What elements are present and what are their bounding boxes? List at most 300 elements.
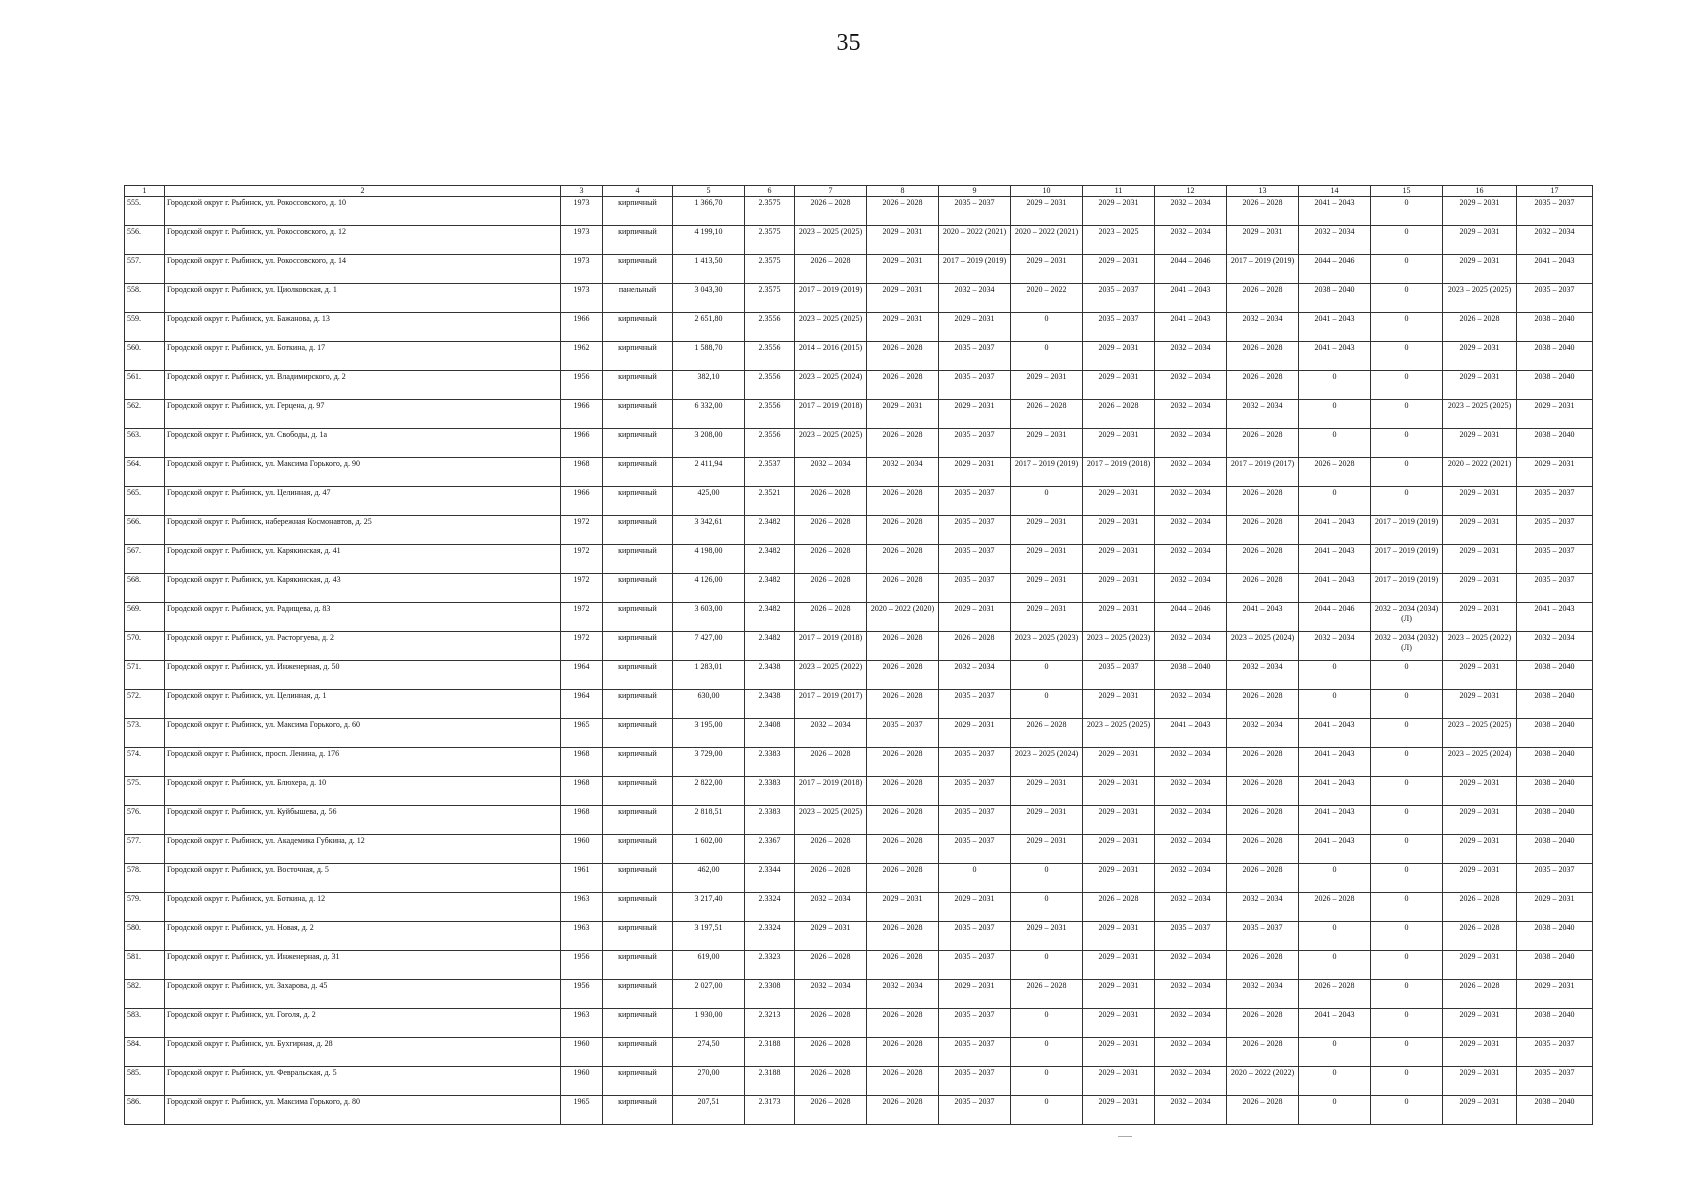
table-cell: 2032 – 2034 — [795, 893, 867, 922]
table-cell: 2032 – 2034 — [1155, 1038, 1227, 1067]
table-cell: 2026 – 2028 — [867, 1096, 939, 1125]
table-cell: 7 427,00 — [673, 632, 745, 661]
table-cell: 0 — [1299, 400, 1371, 429]
table-cell: 2041 – 2043 — [1299, 313, 1371, 342]
table-cell: 2035 – 2037 — [939, 922, 1011, 951]
table-cell: 0 — [1371, 1096, 1443, 1125]
table-cell: 2.3482 — [745, 574, 795, 603]
row-number-cell: 575. — [125, 777, 165, 806]
table-cell: 2017 – 2019 (2019) — [939, 255, 1011, 284]
table-cell: 2.3482 — [745, 632, 795, 661]
table-cell: 2029 – 2031 — [1443, 951, 1517, 980]
table-cell: 2041 – 2043 — [1299, 574, 1371, 603]
table-cell: 3 043,30 — [673, 284, 745, 313]
row-number-cell: 577. — [125, 835, 165, 864]
table-cell: 2026 – 2028 — [795, 545, 867, 574]
table-cell: 2035 – 2037 — [1517, 197, 1593, 226]
table-cell: 0 — [1371, 313, 1443, 342]
table-cell: 0 — [1371, 661, 1443, 690]
table-row — [125, 632, 1593, 661]
address-cell: Городской округ г. Рыбинск, ул. Максима Горького, д. 80 — [165, 1096, 561, 1125]
row-number-cell: 580. — [125, 922, 165, 951]
table-cell: 2035 – 2037 — [939, 777, 1011, 806]
table-cell: 2029 – 2031 — [1443, 487, 1517, 516]
table-cell: 2029 – 2031 — [1083, 690, 1155, 719]
table-cell: 2032 – 2034 — [867, 458, 939, 487]
table-cell: 0 — [1371, 806, 1443, 835]
table-cell: кирпичный — [603, 342, 673, 371]
table-cell: 2029 – 2031 — [1011, 197, 1083, 226]
column-header: 7 — [795, 186, 867, 197]
table-cell: 2035 – 2037 — [867, 719, 939, 748]
table-cell: 2026 – 2028 — [867, 342, 939, 371]
table-row — [125, 719, 1593, 748]
table-cell: 2026 – 2028 — [795, 487, 867, 516]
table-cell: 2029 – 2031 — [1443, 806, 1517, 835]
table-cell: 1960 — [561, 1067, 603, 1096]
table-cell: 2026 – 2028 — [867, 545, 939, 574]
table-cell: панельный — [603, 284, 673, 313]
table-cell: 2035 – 2037 — [939, 690, 1011, 719]
row-number-cell: 583. — [125, 1009, 165, 1038]
table-cell: 2026 – 2028 — [1227, 284, 1299, 313]
table-cell: 2026 – 2028 — [939, 632, 1011, 661]
table-cell: 2026 – 2028 — [1299, 980, 1371, 1009]
table-cell: 2032 – 2034 — [1155, 342, 1227, 371]
table-cell: 0 — [1371, 1009, 1443, 1038]
table-cell: 2035 – 2037 — [1083, 284, 1155, 313]
table-cell: кирпичный — [603, 777, 673, 806]
table-cell: 2020 – 2022 (2020) — [867, 603, 939, 632]
table-cell: 2023 – 2025 (2025) — [1443, 400, 1517, 429]
table-cell: 2026 – 2028 — [1443, 922, 1517, 951]
table-cell: 2041 – 2043 — [1517, 603, 1593, 632]
table-cell: 2017 – 2019 (2019) — [1227, 255, 1299, 284]
column-header: 16 — [1443, 186, 1517, 197]
column-header: 13 — [1227, 186, 1299, 197]
table-cell: 2035 – 2037 — [1517, 284, 1593, 313]
table-row — [125, 748, 1593, 777]
table-cell: 2029 – 2031 — [1083, 1067, 1155, 1096]
table-cell: 2035 – 2037 — [939, 806, 1011, 835]
column-header: 17 — [1517, 186, 1593, 197]
table-cell: 2032 – 2034 — [1227, 400, 1299, 429]
table-cell: 2020 – 2022 — [1011, 284, 1083, 313]
table-row — [125, 371, 1593, 400]
table-cell: 2041 – 2043 — [1299, 748, 1371, 777]
table-cell: кирпичный — [603, 748, 673, 777]
table-cell: 2041 – 2043 — [1299, 545, 1371, 574]
table-cell: 2017 – 2019 (2017) — [795, 690, 867, 719]
address-cell: Городской округ г. Рыбинск, ул. Куйбышева, д. 56 — [165, 806, 561, 835]
table-cell: 0 — [1011, 864, 1083, 893]
table-cell: 2.3438 — [745, 661, 795, 690]
table-cell: 2.3482 — [745, 516, 795, 545]
table-cell: 2029 – 2031 — [1083, 197, 1155, 226]
table-cell: 2023 – 2025 (2024) — [1227, 632, 1299, 661]
address-cell: Городской округ г. Рыбинск, набережная Космонавтов, д. 25 — [165, 516, 561, 545]
table-cell: 2029 – 2031 — [1011, 806, 1083, 835]
table-cell: 2038 – 2040 — [1517, 835, 1593, 864]
table-cell: 2035 – 2037 — [939, 1038, 1011, 1067]
table-cell: 1972 — [561, 603, 603, 632]
table-cell: 2026 – 2028 — [795, 603, 867, 632]
table-cell: 1960 — [561, 835, 603, 864]
table-row — [125, 545, 1593, 574]
table-cell: 2 027,00 — [673, 980, 745, 1009]
row-number-cell: 571. — [125, 661, 165, 690]
table-cell: 1 413,50 — [673, 255, 745, 284]
table-cell: 2035 – 2037 — [1517, 574, 1593, 603]
table-cell: 2029 – 2031 — [1083, 255, 1155, 284]
table-cell: 0 — [1299, 690, 1371, 719]
table-row — [125, 893, 1593, 922]
table-cell: 2035 – 2037 — [939, 516, 1011, 545]
table-cell: 619,00 — [673, 951, 745, 980]
address-cell: Городской округ г. Рыбинск, ул. Свободы, д. 1а — [165, 429, 561, 458]
table-row — [125, 342, 1593, 371]
table-cell: 2032 – 2034 — [1227, 893, 1299, 922]
table-cell: 3 195,00 — [673, 719, 745, 748]
table-cell: 2 818,51 — [673, 806, 745, 835]
table-cell: 2032 – 2034 — [1155, 371, 1227, 400]
table-cell: 2026 – 2028 — [1227, 371, 1299, 400]
table-cell: 2029 – 2031 — [939, 980, 1011, 1009]
table-cell: 2044 – 2046 — [1155, 255, 1227, 284]
table-cell: 2026 – 2028 — [867, 748, 939, 777]
table-cell: 0 — [1371, 400, 1443, 429]
address-cell: Городской округ г. Рыбинск, ул. Гоголя, д. 2 — [165, 1009, 561, 1038]
table-cell: 0 — [1371, 951, 1443, 980]
table-cell: 2041 – 2043 — [1299, 719, 1371, 748]
table-cell: 2029 – 2031 — [939, 313, 1011, 342]
table-cell: 2017 – 2019 (2018) — [795, 632, 867, 661]
table-cell: 0 — [1011, 893, 1083, 922]
address-cell: Городской округ г. Рыбинск, ул. Радищева, д. 83 — [165, 603, 561, 632]
table-cell: 1963 — [561, 1009, 603, 1038]
table-cell: 2.3575 — [745, 226, 795, 255]
table-row — [125, 516, 1593, 545]
table-cell: 2.3537 — [745, 458, 795, 487]
table-cell: 2029 – 2031 — [867, 400, 939, 429]
row-number-cell: 572. — [125, 690, 165, 719]
table-cell: 2029 – 2031 — [1443, 690, 1517, 719]
table-cell: 1962 — [561, 342, 603, 371]
table-cell: кирпичный — [603, 487, 673, 516]
table-cell: 2032 – 2034 — [1227, 313, 1299, 342]
table-cell: кирпичный — [603, 574, 673, 603]
table-cell: 2032 – 2034 — [867, 980, 939, 1009]
table-cell: 2035 – 2037 — [939, 748, 1011, 777]
row-number-cell: 579. — [125, 893, 165, 922]
table-cell: 2023 – 2025 (2022) — [795, 661, 867, 690]
row-number-cell: 584. — [125, 1038, 165, 1067]
table-cell: 2035 – 2037 — [1517, 545, 1593, 574]
table-cell: 2029 – 2031 — [1083, 980, 1155, 1009]
table-cell: 2.3383 — [745, 748, 795, 777]
table-cell: 2029 – 2031 — [1083, 748, 1155, 777]
table-cell: 2026 – 2028 — [1443, 893, 1517, 922]
table-cell: 2026 – 2028 — [1011, 719, 1083, 748]
table-cell: 2029 – 2031 — [1083, 574, 1155, 603]
table-cell: 2029 – 2031 — [1083, 864, 1155, 893]
row-number-cell: 586. — [125, 1096, 165, 1125]
table-row — [125, 1067, 1593, 1096]
table-cell: 2026 – 2028 — [1443, 313, 1517, 342]
table-body — [125, 197, 1593, 1125]
table-cell: 3 729,00 — [673, 748, 745, 777]
table-cell: 2026 – 2028 — [1227, 951, 1299, 980]
address-cell: Городской округ г. Рыбинск, ул. Боткина, д. 12 — [165, 893, 561, 922]
table-row — [125, 284, 1593, 313]
table-cell: 2032 – 2034 — [1155, 980, 1227, 1009]
row-number-cell: 574. — [125, 748, 165, 777]
table-cell: 0 — [1299, 1038, 1371, 1067]
table-cell: 2026 – 2028 — [1227, 197, 1299, 226]
table-cell: 2023 – 2025 (2024) — [1443, 748, 1517, 777]
address-cell: Городской округ г. Рыбинск, ул. Герцена, д. 97 — [165, 400, 561, 429]
table-cell: 2.3556 — [745, 400, 795, 429]
row-number-cell: 564. — [125, 458, 165, 487]
table-cell: 2032 – 2034 — [795, 980, 867, 1009]
table-row — [125, 835, 1593, 864]
table-cell: кирпичный — [603, 226, 673, 255]
table-cell: 2029 – 2031 — [939, 400, 1011, 429]
table-cell: 2023 – 2025 (2023) — [1011, 632, 1083, 661]
table-row — [125, 980, 1593, 1009]
table-row — [125, 458, 1593, 487]
table-cell: 2026 – 2028 — [867, 1009, 939, 1038]
table-cell: 2.3556 — [745, 371, 795, 400]
table-cell: 0 — [1371, 458, 1443, 487]
table-cell: 2026 – 2028 — [1227, 864, 1299, 893]
table-cell: 382,10 — [673, 371, 745, 400]
table-cell: 1972 — [561, 545, 603, 574]
table-cell: 2029 – 2031 — [1443, 574, 1517, 603]
table-cell: 2038 – 2040 — [1517, 719, 1593, 748]
table-row — [125, 922, 1593, 951]
table-cell: 2.3438 — [745, 690, 795, 719]
table-cell: кирпичный — [603, 429, 673, 458]
table-cell: 2041 – 2043 — [1155, 719, 1227, 748]
table-cell: 2029 – 2031 — [1517, 458, 1593, 487]
table-cell: 0 — [1371, 1038, 1443, 1067]
table-cell: 0 — [1371, 197, 1443, 226]
table-cell: 2023 – 2025 (2025) — [1443, 284, 1517, 313]
table-cell: 2029 – 2031 — [1083, 342, 1155, 371]
table-cell: кирпичный — [603, 313, 673, 342]
table-cell: 0 — [1371, 371, 1443, 400]
table-cell: 2026 – 2028 — [795, 951, 867, 980]
table-cell: 2026 – 2028 — [1443, 980, 1517, 1009]
table-cell: 2032 – 2034 — [1155, 690, 1227, 719]
table-cell: кирпичный — [603, 545, 673, 574]
table-cell: 2023 – 2025 (2024) — [795, 371, 867, 400]
table-cell: 2026 – 2028 — [867, 487, 939, 516]
column-header: 10 — [1011, 186, 1083, 197]
table-cell: 2038 – 2040 — [1517, 1096, 1593, 1125]
table-cell: 2035 – 2037 — [939, 545, 1011, 574]
table-cell: 2029 – 2031 — [1443, 1009, 1517, 1038]
table-cell: кирпичный — [603, 632, 673, 661]
column-header: 6 — [745, 186, 795, 197]
table-cell: 2041 – 2043 — [1155, 284, 1227, 313]
table-cell: 2032 – 2034 — [1155, 545, 1227, 574]
table-cell: 2029 – 2031 — [1083, 545, 1155, 574]
row-number-cell: 566. — [125, 516, 165, 545]
table-cell: 2.3383 — [745, 806, 795, 835]
table-cell: 2041 – 2043 — [1299, 516, 1371, 545]
table-cell: 425,00 — [673, 487, 745, 516]
table-cell: 0 — [1371, 748, 1443, 777]
table-cell: 4 199,10 — [673, 226, 745, 255]
table-cell: 2026 – 2028 — [1227, 1096, 1299, 1125]
table-cell: 2029 – 2031 — [1443, 342, 1517, 371]
table-cell: кирпичный — [603, 1009, 673, 1038]
table-cell: 2026 – 2028 — [795, 1096, 867, 1125]
table-cell: 2032 – 2034 — [1155, 574, 1227, 603]
table-cell: 3 197,51 — [673, 922, 745, 951]
table-cell: 0 — [1011, 690, 1083, 719]
row-number-cell: 565. — [125, 487, 165, 516]
address-cell: Городской округ г. Рыбинск, ул. Инженерная, д. 50 — [165, 661, 561, 690]
table-cell: 2023 – 2025 (2025) — [1083, 719, 1155, 748]
table-cell: 2026 – 2028 — [867, 806, 939, 835]
table-cell: 2026 – 2028 — [795, 1067, 867, 1096]
table-row — [125, 951, 1593, 980]
table-cell: 2020 – 2022 (2022) — [1227, 1067, 1299, 1096]
table-cell: 1968 — [561, 748, 603, 777]
table-cell: 2026 – 2028 — [795, 864, 867, 893]
table-cell: 2029 – 2031 — [1083, 806, 1155, 835]
table-cell: 2035 – 2037 — [1083, 313, 1155, 342]
table-cell: 2029 – 2031 — [1517, 980, 1593, 1009]
address-cell: Городской округ г. Рыбинск, ул. Захарова, д. 45 — [165, 980, 561, 1009]
table-cell: 2026 – 2028 — [1227, 487, 1299, 516]
table-cell: 1968 — [561, 458, 603, 487]
table-cell: 2029 – 2031 — [1443, 545, 1517, 574]
table-cell: 2029 – 2031 — [1011, 255, 1083, 284]
table-cell: 2.3575 — [745, 197, 795, 226]
table-cell: кирпичный — [603, 400, 673, 429]
table-cell: 2032 – 2034 — [939, 661, 1011, 690]
table-cell: 2029 – 2031 — [1517, 893, 1593, 922]
table-cell: 2.3213 — [745, 1009, 795, 1038]
table-cell: 2026 – 2028 — [1227, 574, 1299, 603]
table-cell: 2032 – 2034 — [795, 719, 867, 748]
table-cell: 2029 – 2031 — [1083, 1038, 1155, 1067]
table-cell: 2.3556 — [745, 429, 795, 458]
table-cell: 0 — [1371, 777, 1443, 806]
table-cell: 1968 — [561, 806, 603, 835]
table-cell: 2029 – 2031 — [1443, 226, 1517, 255]
table-cell: 2.3521 — [745, 487, 795, 516]
table-cell: 2032 – 2034 — [1299, 632, 1371, 661]
table-cell: 2032 – 2034 — [1517, 226, 1593, 255]
table-cell: 207,51 — [673, 1096, 745, 1125]
table-cell: 2032 – 2034 — [1155, 777, 1227, 806]
table-cell: 1966 — [561, 487, 603, 516]
table-cell: 2029 – 2031 — [1011, 777, 1083, 806]
table-cell: 2029 – 2031 — [1443, 1038, 1517, 1067]
table-cell: 2026 – 2028 — [1011, 400, 1083, 429]
table-cell: 2029 – 2031 — [867, 893, 939, 922]
row-number-cell: 556. — [125, 226, 165, 255]
table-cell: 2.3575 — [745, 255, 795, 284]
table-cell: 2038 – 2040 — [1517, 1009, 1593, 1038]
table-cell: 2026 – 2028 — [795, 197, 867, 226]
table-cell: кирпичный — [603, 980, 673, 1009]
table-cell: 2026 – 2028 — [867, 777, 939, 806]
table-cell: 0 — [1011, 951, 1083, 980]
table-cell: 2.3482 — [745, 545, 795, 574]
table-cell: 2032 – 2034 — [939, 284, 1011, 313]
table-cell: 2026 – 2028 — [867, 632, 939, 661]
table-cell: 2029 – 2031 — [1443, 661, 1517, 690]
table-cell: 2029 – 2031 — [1011, 922, 1083, 951]
table-cell: 2032 – 2034 — [1227, 661, 1299, 690]
row-number-cell: 562. — [125, 400, 165, 429]
address-cell: Городской округ г. Рыбинск, ул. Бажанова, д. 13 — [165, 313, 561, 342]
table-cell: 2038 – 2040 — [1517, 777, 1593, 806]
table-cell: 2023 – 2025 (2025) — [795, 806, 867, 835]
table-cell: 2032 – 2034 — [1155, 632, 1227, 661]
table-cell: кирпичный — [603, 806, 673, 835]
table-cell: 2023 – 2025 — [1083, 226, 1155, 255]
table-cell: 2023 – 2025 (2025) — [795, 429, 867, 458]
table-cell: 2032 – 2034 — [1155, 1096, 1227, 1125]
row-number-cell: 558. — [125, 284, 165, 313]
table-cell: 2035 – 2037 — [939, 487, 1011, 516]
table-cell: 0 — [1371, 1067, 1443, 1096]
table-cell: 0 — [1011, 1009, 1083, 1038]
row-number-cell: 585. — [125, 1067, 165, 1096]
table-cell: 2.3383 — [745, 777, 795, 806]
table-row — [125, 661, 1593, 690]
address-cell: Городской округ г. Рыбинск, ул. Рокоссовского, д. 12 — [165, 226, 561, 255]
table-cell: 2029 – 2031 — [1083, 835, 1155, 864]
address-cell: Городской округ г. Рыбинск, ул. Академика Губкина, д. 12 — [165, 835, 561, 864]
table-cell: 2029 – 2031 — [1011, 835, 1083, 864]
table-cell: 0 — [1371, 284, 1443, 313]
table-cell: 2038 – 2040 — [1517, 922, 1593, 951]
table-cell: 2032 – 2034 — [1155, 226, 1227, 255]
row-number-cell: 568. — [125, 574, 165, 603]
table-cell: 2020 – 2022 (2021) — [1011, 226, 1083, 255]
table-cell: кирпичный — [603, 661, 673, 690]
row-number-cell: 560. — [125, 342, 165, 371]
table-cell: 0 — [1371, 487, 1443, 516]
table-cell: 2035 – 2037 — [939, 951, 1011, 980]
table-cell: 2029 – 2031 — [1083, 1009, 1155, 1038]
table-cell: 2035 – 2037 — [939, 835, 1011, 864]
address-cell: Городской округ г. Рыбинск, ул. Рокоссовского, д. 10 — [165, 197, 561, 226]
table-cell: 2038 – 2040 — [1517, 748, 1593, 777]
table-cell: 270,00 — [673, 1067, 745, 1096]
table-cell: 2044 – 2046 — [1299, 603, 1371, 632]
row-number-cell: 570. — [125, 632, 165, 661]
table-cell: 2041 – 2043 — [1299, 1009, 1371, 1038]
table-cell: 462,00 — [673, 864, 745, 893]
table-cell: 2029 – 2031 — [1011, 371, 1083, 400]
table-row — [125, 1096, 1593, 1125]
table-cell: 0 — [1371, 980, 1443, 1009]
table-cell: 1963 — [561, 922, 603, 951]
table-cell: 0 — [1371, 690, 1443, 719]
table-row — [125, 777, 1593, 806]
table-cell: 2.3324 — [745, 893, 795, 922]
table-cell: 2026 – 2028 — [795, 835, 867, 864]
